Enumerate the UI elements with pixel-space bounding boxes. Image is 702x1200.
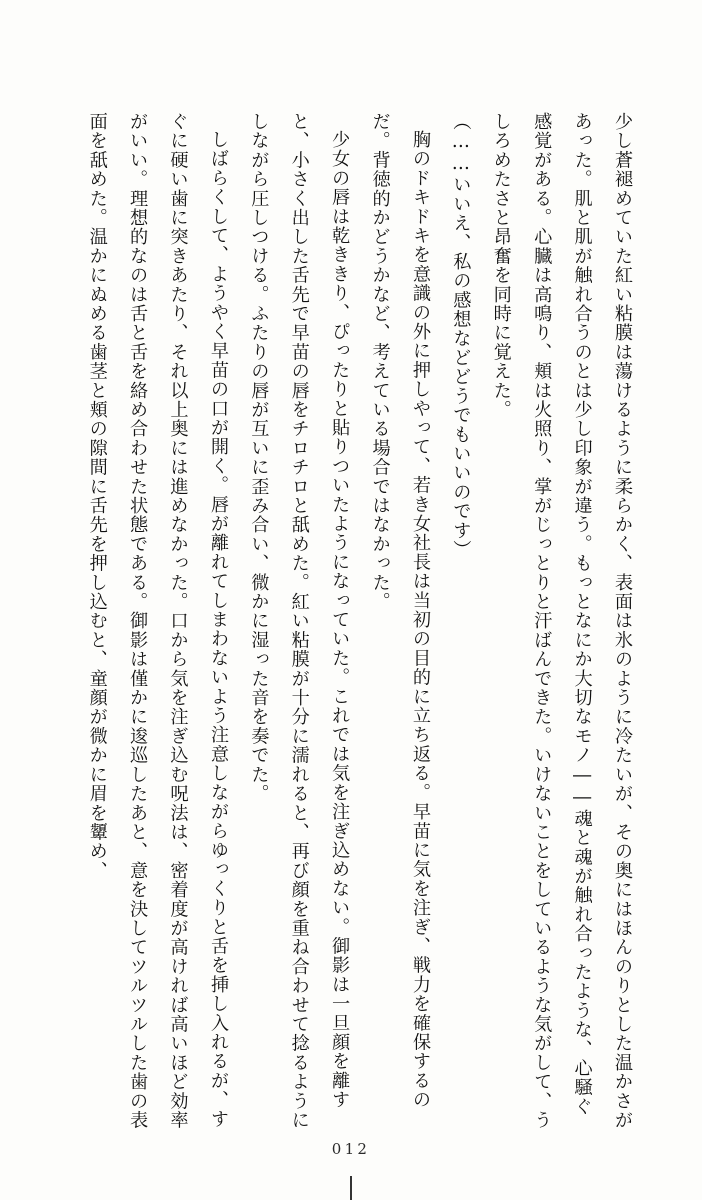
paragraph-2: （……いいえ、私の感想などどうでもいいのです） [450, 112, 472, 560]
paragraph-1: 少し蒼褪めていた紅い粘膜は蕩けるように柔らかく、表面は氷のように冷たいが、その奥にはほんのりとした温かさがあった。肌と肌が触れ合うのとは少し印象が違う。もっとなにか大切なモノ――魂と魂が触れ合ったような、心騒ぐ感覚がある。心臓は高鳴り、頬は火照り、掌がじっとりと汗ばんできた。いけないことをしているような気がして、うしろめたさと昂奮を同時に覚えた。 [490, 112, 633, 1130]
vertical-text-body [62, 112, 642, 1132]
paragraph-4: 少女の唇は乾ききり、ぴったりと貼りついたようになっていた。これでは気を注ぎ込めない。御影は一旦顔を離すと、小さく出した舌先で早苗の唇をチロチロと舐めた。紅い粘膜が十分に濡れると、再び顔を重ね合わせて捻るようにしながら圧しつける。ふたりの唇が互いに歪み合い、微かに湿った音を奏でた。 [248, 112, 351, 1130]
page-number: 012 [331, 1140, 371, 1158]
gutter-mark [350, 1176, 352, 1200]
paragraph-5: しばらくして、ようやく早苗の口が開く。唇が離れてしまわないよう注意しながらゆっくりと舌を挿し入れるが、すぐに硬い歯に突きあたり、それ以上奥には進めなかった。口から気を注ぎ込む呪法は、密着度が高ければ高いほど効率がいい。理想的なのは舌と舌を絡め合わせた状態である。御影は僅かに逡巡したあと、意を決してツルツルした歯の表面を舐めた。温かにぬめる歯茎と頬の隙間に舌先を押し込むと、童顔が微かに眉を顰め、 [86, 112, 229, 1130]
paragraph-3: 胸のドキドキを意識の外に押しやって、若き女社長は当初の目的に立ち返る。早苗に気を注ぎ、戦力を確保するのだ。背徳的かどうかなど、考えている場合ではなかった。 [369, 112, 431, 1110]
